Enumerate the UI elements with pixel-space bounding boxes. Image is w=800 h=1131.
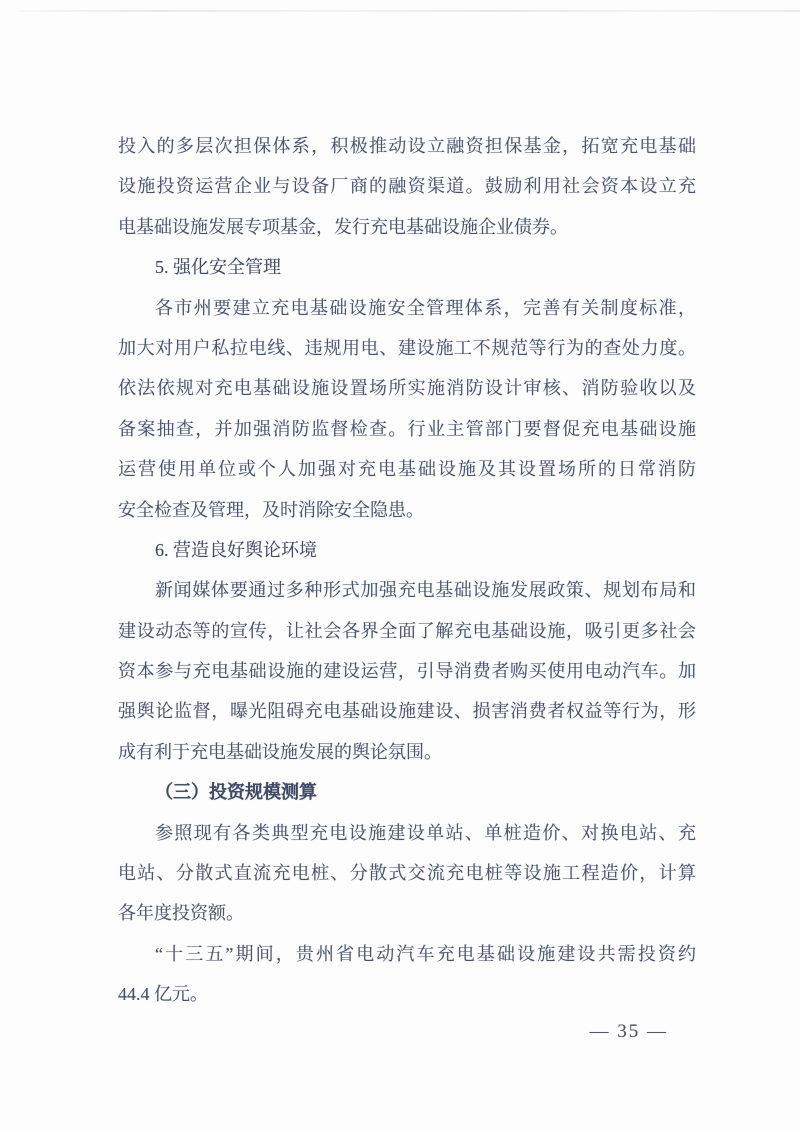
document-text-block (118, 126, 696, 1015)
text-line: 新闻媒体要通过多种形式加强充电基础设施发展政策、规划布局和 (155, 580, 696, 601)
text-line: 电站、分散式直流充电桩、分散式交流充电桩等设施工程造价，计算 (118, 863, 696, 884)
text-line: 参照现有各类典型充电设施建设单站、单桩造价、对换电站、充 (155, 822, 696, 843)
text-line: 投入的多层次担保体系，积极推动设立融资担保基金，拓宽充电基础 (118, 136, 696, 156)
page-number: — 35 — (589, 1021, 668, 1042)
section-heading-6: 6. 营造良好舆论环境 (155, 539, 317, 560)
text-line: 安全检查及管理，及时消除安全隐患。 (118, 499, 424, 520)
text-line: 依法依规对充电基础设施设置场所实施消防设计审核、消防验收以及 (118, 378, 696, 399)
text-line: 建设动态等的宣传，让社会各界全面了解充电基础设施，吸引更多社会 (118, 620, 696, 641)
text-line: 成有利于充电基础设施发展的舆论氛围。 (118, 741, 442, 762)
section-heading-investment: （三）投资规模测算 (155, 782, 317, 803)
text-line: 备案抽查，并加强消防监督检查。行业主管部门要督促充电基础设施 (118, 418, 696, 439)
text-line: 运营使用单位或个人加强对充电基础设施及其设置场所的日常消防 (118, 459, 696, 480)
text-line: 44.4 亿元。 (118, 984, 208, 1005)
text-line: 各市州要建立充电基础设施安全管理体系，完善有关制度标准， (155, 297, 696, 318)
text-line: “十三五”期间，贵州省电动汽车充电基础设施建设共需投资约 (155, 943, 696, 964)
text-line: 电基础设施发展专项基金，发行充电基础设施企业债券。 (118, 216, 568, 237)
text-line: 设施投资运营企业与设备厂商的融资渠道。鼓励利用社会资本设立充 (118, 176, 696, 197)
text-line: 强舆论监督，曝光阻碍充电基础设施建设、损害消费者权益等行为，形 (118, 701, 696, 722)
section-heading-5: 5. 强化安全管理 (155, 257, 281, 278)
scan-artifact-line (18, 10, 800, 12)
text-line: 加大对用户私拉电线、违规用电、建设施工不规范等行为的查处力度。 (118, 337, 696, 358)
text-line: 资本参与充电基础设施的建设运营，引导消费者购买使用电动汽车。加 (118, 661, 696, 682)
text-line: 各年度投资额。 (118, 903, 244, 924)
